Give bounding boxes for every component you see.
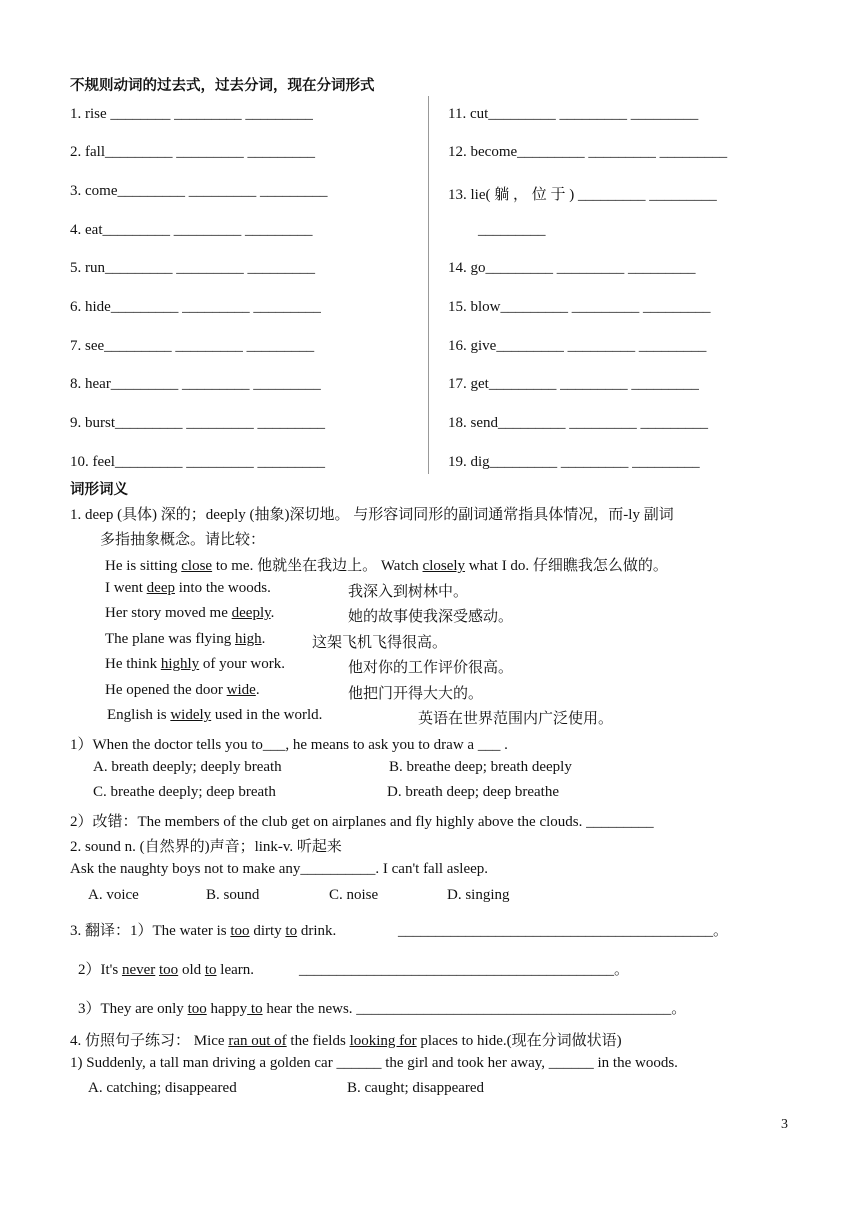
underlined-word: to xyxy=(285,923,298,939)
answer-blank: __________________________________________。 xyxy=(356,1001,687,1017)
text: learn. xyxy=(216,962,255,978)
item2-heading: 2. sound n. (自然界的)声音；link-v. 听起来 xyxy=(70,839,342,855)
text: old xyxy=(178,962,205,978)
underlined-word: too xyxy=(159,962,179,978)
verb-row: 17. get_________ _________ _________ xyxy=(448,376,699,392)
example-row xyxy=(105,656,285,673)
option-a: A. voice xyxy=(88,887,139,903)
underlined-word: to xyxy=(204,962,217,978)
underlined-word: deeply xyxy=(231,605,271,621)
option-b: B. breathe deep; breath deeply xyxy=(389,759,572,775)
question-2: 2）改错：The members of the club get on airplanes and fly highly above the clouds. _________ xyxy=(70,814,654,830)
underlined-word: deep xyxy=(146,580,175,596)
example-text: to me. 他就坐在我边上。 Watch xyxy=(212,558,423,574)
item2-question: Ask the naughty boys not to make any__________. I can't fall asleep. xyxy=(70,861,489,877)
item1-line2: 多指抽象概念。请比较： xyxy=(100,532,266,548)
option-b: B. caught; disappeared xyxy=(347,1080,485,1096)
text: 2）It's xyxy=(78,962,122,978)
example-row xyxy=(105,682,260,699)
underlined-word: closely xyxy=(422,558,466,574)
verb-row: 18. send_________ _________ _________ xyxy=(448,415,708,431)
verb-row: 10. feel_________ _________ _________ xyxy=(70,454,325,470)
example-text: He is sitting xyxy=(105,558,182,574)
example-translation: 他把门开得大大的。 xyxy=(348,686,484,702)
underlined-word: too xyxy=(187,1001,207,1017)
underlined-word: never xyxy=(121,962,156,978)
answer-blank: __________________________________________。 xyxy=(398,923,729,939)
verb-row: 13. lie( 躺 ， 位 于 ) _________ _________ xyxy=(448,187,717,203)
text: happy xyxy=(206,1001,248,1017)
underlined-phrase: ran out of xyxy=(228,1033,287,1049)
example-text: of your work. xyxy=(199,656,285,672)
item4-question: 1) Suddenly, a tall man driving a golden car ______ the girl and took her away, ______ in the woods. xyxy=(70,1055,678,1071)
verb-row: 3. come_________ _________ _________ xyxy=(70,183,328,199)
verb-row: 15. blow_________ _________ _________ xyxy=(448,299,711,315)
underlined-phrase: looking for xyxy=(349,1033,417,1049)
page-number: 3 xyxy=(781,1117,788,1132)
translate-line-3 xyxy=(78,997,686,1018)
column-divider xyxy=(428,96,429,474)
example-row xyxy=(105,605,274,622)
example-text: used in the world. xyxy=(211,707,323,723)
verb-row: 11. cut_________ _________ _________ xyxy=(448,106,699,122)
example-text: Her story moved me xyxy=(105,605,232,621)
option-b: B. sound xyxy=(206,887,260,903)
text: 3）They are only xyxy=(78,1001,188,1017)
verb-row: 19. dig_________ _________ _________ xyxy=(448,454,700,470)
example-translation: 我深入到树林中。 xyxy=(348,584,469,600)
text: 4. 仿照句子练习： Mice xyxy=(70,1033,229,1049)
example-translation: 英语在世界范围内广泛使用。 xyxy=(418,711,614,727)
underlined-word: highly xyxy=(160,656,200,672)
underlined-word: widely xyxy=(170,707,212,723)
verb-row: _________ xyxy=(478,222,546,238)
text: the fields xyxy=(286,1033,350,1049)
option-d: D. singing xyxy=(447,887,510,903)
item4-heading xyxy=(70,1029,622,1050)
example-row xyxy=(107,707,322,724)
verb-row: 7. see_________ _________ _________ xyxy=(70,338,315,354)
section-title: 词形词义 xyxy=(70,482,128,498)
example-row xyxy=(105,554,668,575)
translate-line-1 xyxy=(70,919,336,940)
text: drink. xyxy=(297,923,337,939)
text: 3. 翻译：1）The water is xyxy=(70,923,231,939)
example-text: He opened the door xyxy=(105,682,227,698)
verb-row: 5. run_________ _________ _________ xyxy=(70,260,315,276)
option-d: D. breath deep; deep breathe xyxy=(387,784,559,800)
underlined-word: too xyxy=(230,923,250,939)
verb-row: 6. hide_________ _________ _________ xyxy=(70,299,321,315)
example-translation: 他对你的工作评价很高。 xyxy=(348,660,514,676)
option-a: A. breath deeply; deeply breath xyxy=(93,759,282,775)
underlined-word: high xyxy=(234,631,262,647)
translate-line-2 xyxy=(78,958,254,979)
example-text: The plane was flying xyxy=(105,631,235,647)
page-title: 不规则动词的过去式，过去分词，现在分词形式 xyxy=(70,78,375,94)
example-text: He think xyxy=(105,656,161,672)
example-text: . xyxy=(261,631,266,647)
option-c: C. noise xyxy=(329,887,379,903)
verb-row: 9. burst_________ _________ _________ xyxy=(70,415,325,431)
underlined-word: close xyxy=(181,558,213,574)
underlined-word: wide xyxy=(226,682,256,698)
example-text: into the woods. xyxy=(174,580,271,596)
verb-row: 14. go_________ _________ _________ xyxy=(448,260,696,276)
example-text: . xyxy=(270,605,275,621)
answer-blank: __________________________________________。 xyxy=(299,962,630,978)
example-translation: 这架飞机飞得很高。 xyxy=(312,635,448,651)
verb-row: 4. eat_________ _________ _________ xyxy=(70,222,313,238)
text: hear the news. xyxy=(262,1001,357,1017)
item1-line1: 1. deep (具体) 深的；deeply (抽象)深切地。 与形容词同形的副词通常指具体情况，而-ly 副词 xyxy=(70,507,674,523)
verb-row: 16. give_________ _________ _________ xyxy=(448,338,707,354)
example-translation: 她的故事使我深受感动。 xyxy=(348,609,514,625)
underlined-word: to xyxy=(247,1001,263,1017)
example-row xyxy=(105,631,265,648)
text: places to hide.(现在分词做状语) xyxy=(416,1033,622,1049)
verb-row: 2. fall_________ _________ _________ xyxy=(70,144,315,160)
verb-row: 8. hear_________ _________ _________ xyxy=(70,376,321,392)
option-a: A. catching; disappeared xyxy=(88,1080,237,1096)
option-c: C. breathe deeply; deep breath xyxy=(93,784,276,800)
example-text: . xyxy=(255,682,260,698)
example-text: I went xyxy=(105,580,147,596)
text: dirty xyxy=(249,923,286,939)
question-1: 1）When the doctor tells you to___, he means to ask you to draw a ___ . xyxy=(70,737,508,753)
verb-row: 1. rise ________ _________ _________ xyxy=(70,106,313,122)
example-text: what I do. 仔细瞧我怎么做的。 xyxy=(465,558,668,574)
verb-row: 12. become_________ _________ _________ xyxy=(448,144,728,160)
example-text: English is xyxy=(107,707,171,723)
example-row xyxy=(105,580,271,597)
